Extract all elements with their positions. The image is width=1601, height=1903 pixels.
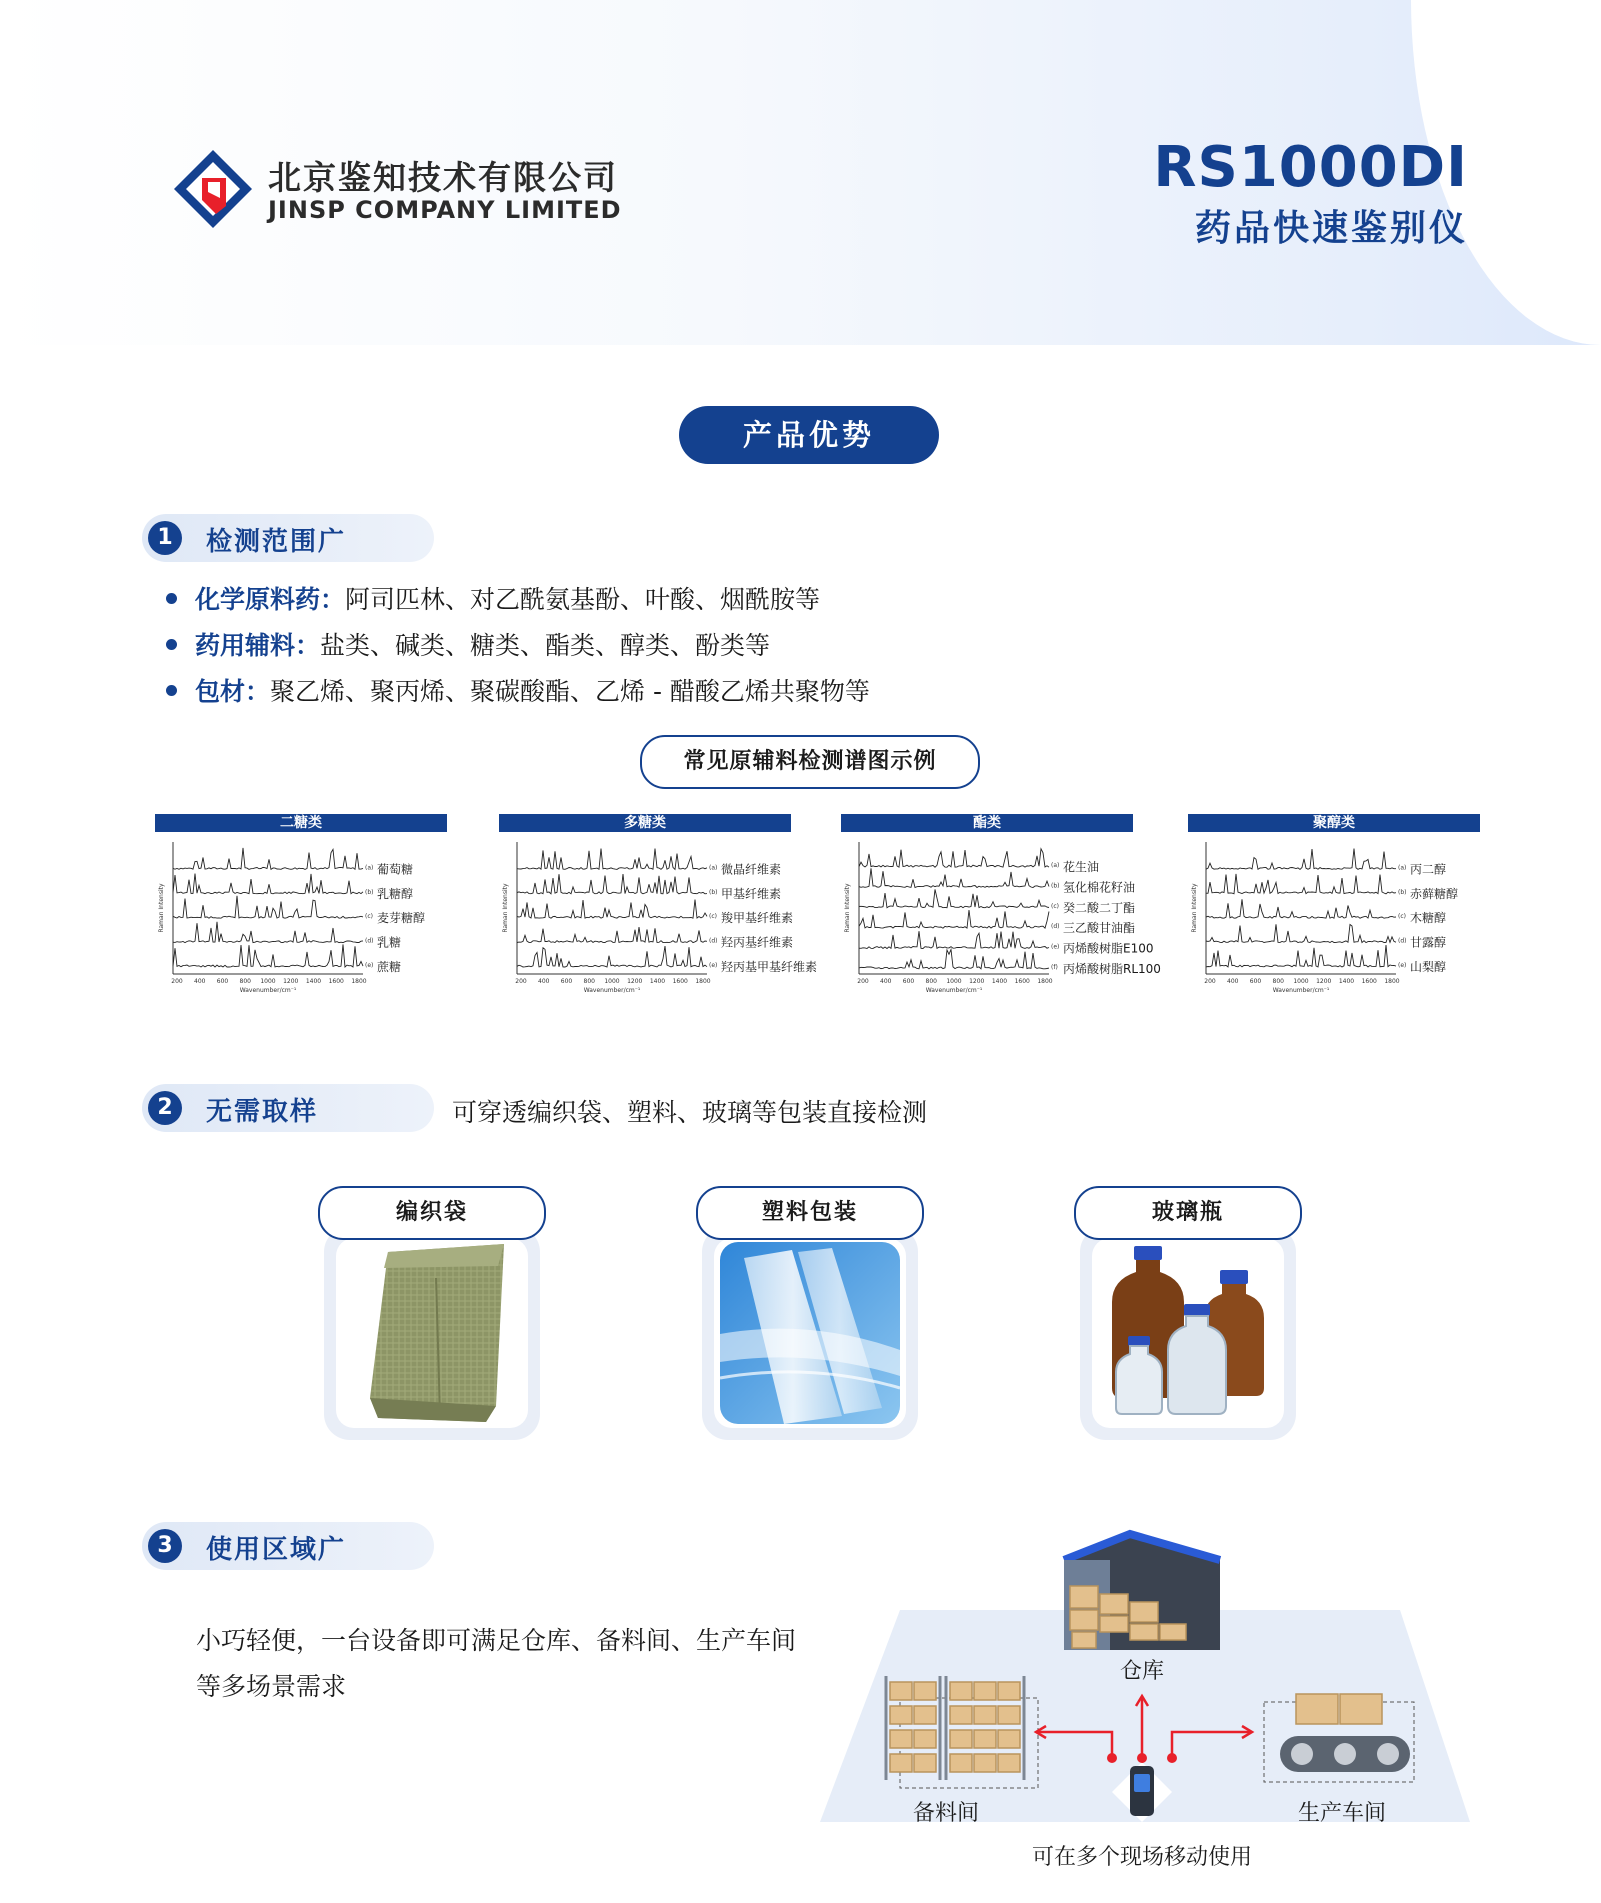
bullet-dot-icon <box>166 639 177 650</box>
tick-label: 1800 <box>695 978 711 985</box>
tick-label: 1800 <box>1384 978 1400 985</box>
x-axis-label: Wavenumber/cm⁻¹ <box>239 987 297 994</box>
series-tag: (a) <box>709 864 718 872</box>
spectrum-trace <box>859 910 1049 928</box>
label-prep-room: 备料间 <box>912 1801 980 1826</box>
card-glass-bottles <box>1074 1186 1302 1442</box>
spectrum-trace <box>859 950 1049 969</box>
x-axis-label: Wavenumber/cm⁻¹ <box>583 987 641 994</box>
spectrum-trace <box>1206 849 1396 870</box>
tick-label: 600 <box>1249 978 1262 985</box>
tick-label: 200 <box>1204 978 1216 985</box>
bullet-dot-icon <box>166 593 177 604</box>
series-tag: (b) <box>1051 882 1060 890</box>
spectra-panel-esters <box>841 814 1161 1004</box>
tick-label: 400 <box>538 978 550 985</box>
tick-label: 800 <box>583 978 595 985</box>
series-tag: (c) <box>1051 902 1059 910</box>
spectrum-trace <box>173 896 363 918</box>
tick-label: 1400 <box>305 978 322 985</box>
series-name: 赤藓糖醇 <box>1410 886 1459 901</box>
tick-label: 200 <box>857 978 869 985</box>
series-name: 乳糖 <box>377 935 402 950</box>
spectrum-trace <box>859 931 1049 948</box>
series-name: 羟丙基甲基纤维素 <box>721 960 818 975</box>
section-3-description: 小巧轻便，一台设备即可满足仓库、备料间、生产车间等多场景需求 <box>196 1626 797 1701</box>
tick-label: 1400 <box>1338 978 1355 985</box>
bullet-chemical-api: 化学原料药：阿司匹林、对乙酰氨基酚、叶酸、烟酰胺等 <box>166 580 820 616</box>
card-label: 塑料包装 <box>696 1186 924 1240</box>
section-2-heading <box>142 1084 434 1132</box>
spectrum-trace <box>517 874 707 894</box>
spectrum-trace <box>859 868 1049 887</box>
spectrum-trace <box>517 946 707 967</box>
section-1-heading <box>142 514 434 562</box>
series-tag: (f) <box>1051 963 1058 971</box>
spectrum-trace <box>517 900 707 919</box>
tick-label: 1200 <box>1316 978 1332 985</box>
section-3-number: 3 <box>148 1529 182 1563</box>
tick-label: 1000 <box>260 978 276 985</box>
series-tag: (c) <box>365 913 373 921</box>
spectrum-plot <box>155 836 447 1006</box>
card-woven-bag <box>318 1186 546 1442</box>
tick-label: 1200 <box>283 978 299 985</box>
series-tag: (d) <box>709 937 718 945</box>
usage-scene-diagram <box>810 1530 1490 1890</box>
panel-title: 多糖类 <box>499 814 791 832</box>
product-subtitle: 药品快速鉴别仪 <box>1194 208 1468 249</box>
y-axis-label: Raman Intensity <box>844 883 851 933</box>
tick-label: 800 <box>1272 978 1284 985</box>
series-name: 丙烯酸树脂E100 <box>1063 941 1154 956</box>
tick-label: 1200 <box>627 978 643 985</box>
company-logo-icon <box>172 148 254 230</box>
tick-label: 800 <box>239 978 251 985</box>
series-name: 葡萄糖 <box>377 862 414 877</box>
series-name: 蔗糖 <box>377 960 402 975</box>
spectrum-plot <box>499 836 818 1006</box>
spectrum-trace <box>859 849 1049 867</box>
spectrum-trace <box>517 927 707 943</box>
tick-label: 1600 <box>1361 978 1377 985</box>
company-name-en: JINSP COMPANY LIMITED <box>268 196 622 224</box>
series-tag: (e) <box>709 962 718 970</box>
tick-label: 600 <box>216 978 229 985</box>
bullet-excipients: 药用辅料：盐类、碱类、糖类、酯类、醇类、酚类等 <box>166 626 770 662</box>
series-tag: (e) <box>1398 962 1407 970</box>
product-model: RS1000DI <box>1153 135 1468 200</box>
x-axis-label: Wavenumber/cm⁻¹ <box>925 987 983 994</box>
spectrum-trace <box>173 874 363 894</box>
series-name: 丙烯酸树脂RL100 <box>1063 961 1161 976</box>
series-name: 羧甲基纤维素 <box>721 911 794 926</box>
spectrum-trace <box>1206 924 1396 942</box>
series-tag: (c) <box>709 913 717 921</box>
panel-title: 酯类 <box>841 814 1133 832</box>
section-2-title: 无需取样 <box>206 1097 319 1127</box>
tick-label: 1200 <box>969 978 985 985</box>
series-tag: (e) <box>365 962 374 970</box>
spectrum-trace <box>859 889 1049 907</box>
card-label: 玻璃瓶 <box>1074 1186 1302 1240</box>
tick-label: 1800 <box>1037 978 1053 985</box>
spectrum-trace <box>173 922 363 943</box>
section-2-number: 2 <box>148 1091 182 1125</box>
prep-room-shelf-icon <box>886 1676 1038 1788</box>
series-tag: (b) <box>1398 888 1407 896</box>
tick-label: 200 <box>515 978 527 985</box>
tick-label: 200 <box>171 978 183 985</box>
bullet-dot-icon <box>166 685 177 696</box>
warehouse-icon <box>1064 1534 1220 1650</box>
series-tag: (c) <box>1398 913 1406 921</box>
label-warehouse: 仓库 <box>1119 1659 1165 1684</box>
tick-label: 400 <box>1227 978 1239 985</box>
section-3-heading <box>142 1522 434 1570</box>
x-axis-label: Wavenumber/cm⁻¹ <box>1272 987 1330 994</box>
series-name: 微晶纤维素 <box>721 862 782 877</box>
series-name: 丙二醇 <box>1410 862 1447 877</box>
series-tag: (e) <box>1051 943 1060 951</box>
series-tag: (a) <box>1398 864 1407 872</box>
tick-label: 1000 <box>1293 978 1309 985</box>
tick-label: 1400 <box>991 978 1008 985</box>
spectrum-trace <box>173 848 363 870</box>
card-label: 编织袋 <box>318 1186 546 1240</box>
tick-label: 1600 <box>1014 978 1030 985</box>
section-1-number: 1 <box>148 521 182 555</box>
tick-label: 1800 <box>351 978 367 985</box>
spectrum-plot <box>841 836 1161 1006</box>
series-tag: (a) <box>365 864 374 872</box>
label-workshop: 生产车间 <box>1297 1801 1387 1826</box>
plastic-film-image <box>714 1238 906 1428</box>
series-name: 麦芽糖醇 <box>377 911 426 926</box>
y-axis-label: Raman Intensity <box>158 883 165 933</box>
tick-label: 1600 <box>328 978 344 985</box>
series-name: 乳糖醇 <box>377 886 414 901</box>
company-name-cn: 北京鉴知技术有限公司 <box>268 158 618 197</box>
y-axis-label: Raman Intensity <box>502 883 509 933</box>
woven-bag-image <box>336 1238 528 1428</box>
section-2-description: 可穿透编织袋、塑料、玻璃等包装直接检测 <box>452 1098 928 1127</box>
series-tag: (d) <box>1051 923 1060 931</box>
spectrum-plot <box>1188 836 1480 1006</box>
series-name: 三乙酸甘油酯 <box>1063 921 1136 936</box>
tick-label: 600 <box>902 978 915 985</box>
scene-caption: 可在多个现场移动使用 <box>1031 1845 1253 1870</box>
section-1-title: 检测范围广 <box>206 527 347 557</box>
tick-label: 1000 <box>604 978 620 985</box>
tick-label: 400 <box>880 978 892 985</box>
tick-label: 1400 <box>649 978 666 985</box>
tick-label: 1000 <box>946 978 962 985</box>
advantages-heading: 产品优势 <box>679 406 939 464</box>
series-name: 甲基纤维素 <box>721 886 782 901</box>
series-name: 羟丙基纤维素 <box>721 935 794 950</box>
bullet-packaging: 包材：聚乙烯、聚丙烯、聚碳酸酯、乙烯 - 醋酸乙烯共聚物等 <box>166 672 870 708</box>
series-name: 木糖醇 <box>1410 911 1447 926</box>
series-tag: (b) <box>709 888 718 896</box>
spectrum-trace <box>1206 874 1396 894</box>
spectra-panel-polyols <box>1188 814 1480 1004</box>
spectrum-trace <box>1206 899 1396 918</box>
spectra-panel-disaccharides <box>155 814 447 1004</box>
series-name: 山梨醇 <box>1410 960 1447 975</box>
card-plastic-packaging <box>696 1186 924 1442</box>
spectra-panel-polysaccharides <box>499 814 818 1004</box>
spectrum-trace <box>173 944 363 967</box>
series-tag: (d) <box>365 937 374 945</box>
series-name: 癸二酸二丁酯 <box>1063 900 1136 915</box>
series-name: 氢化棉花籽油 <box>1063 880 1136 895</box>
spectrum-trace <box>1206 945 1396 967</box>
panel-title: 聚醇类 <box>1188 814 1480 832</box>
y-axis-label: Raman Intensity <box>1191 883 1198 933</box>
spectra-example-label: 常见原辅料检测谱图示例 <box>640 735 980 789</box>
series-name: 甘露醇 <box>1410 935 1447 950</box>
series-tag: (b) <box>365 888 374 896</box>
section-3-title: 使用区域广 <box>206 1535 347 1565</box>
series-name: 花生油 <box>1063 860 1100 875</box>
spectrum-trace <box>517 849 707 870</box>
tick-label: 800 <box>925 978 937 985</box>
panel-title: 二糖类 <box>155 814 447 832</box>
glass-bottles-image <box>1092 1238 1284 1428</box>
tick-label: 600 <box>560 978 573 985</box>
series-tag: (a) <box>1051 862 1060 870</box>
tick-label: 400 <box>194 978 206 985</box>
tick-label: 1600 <box>672 978 688 985</box>
series-tag: (d) <box>1398 937 1407 945</box>
